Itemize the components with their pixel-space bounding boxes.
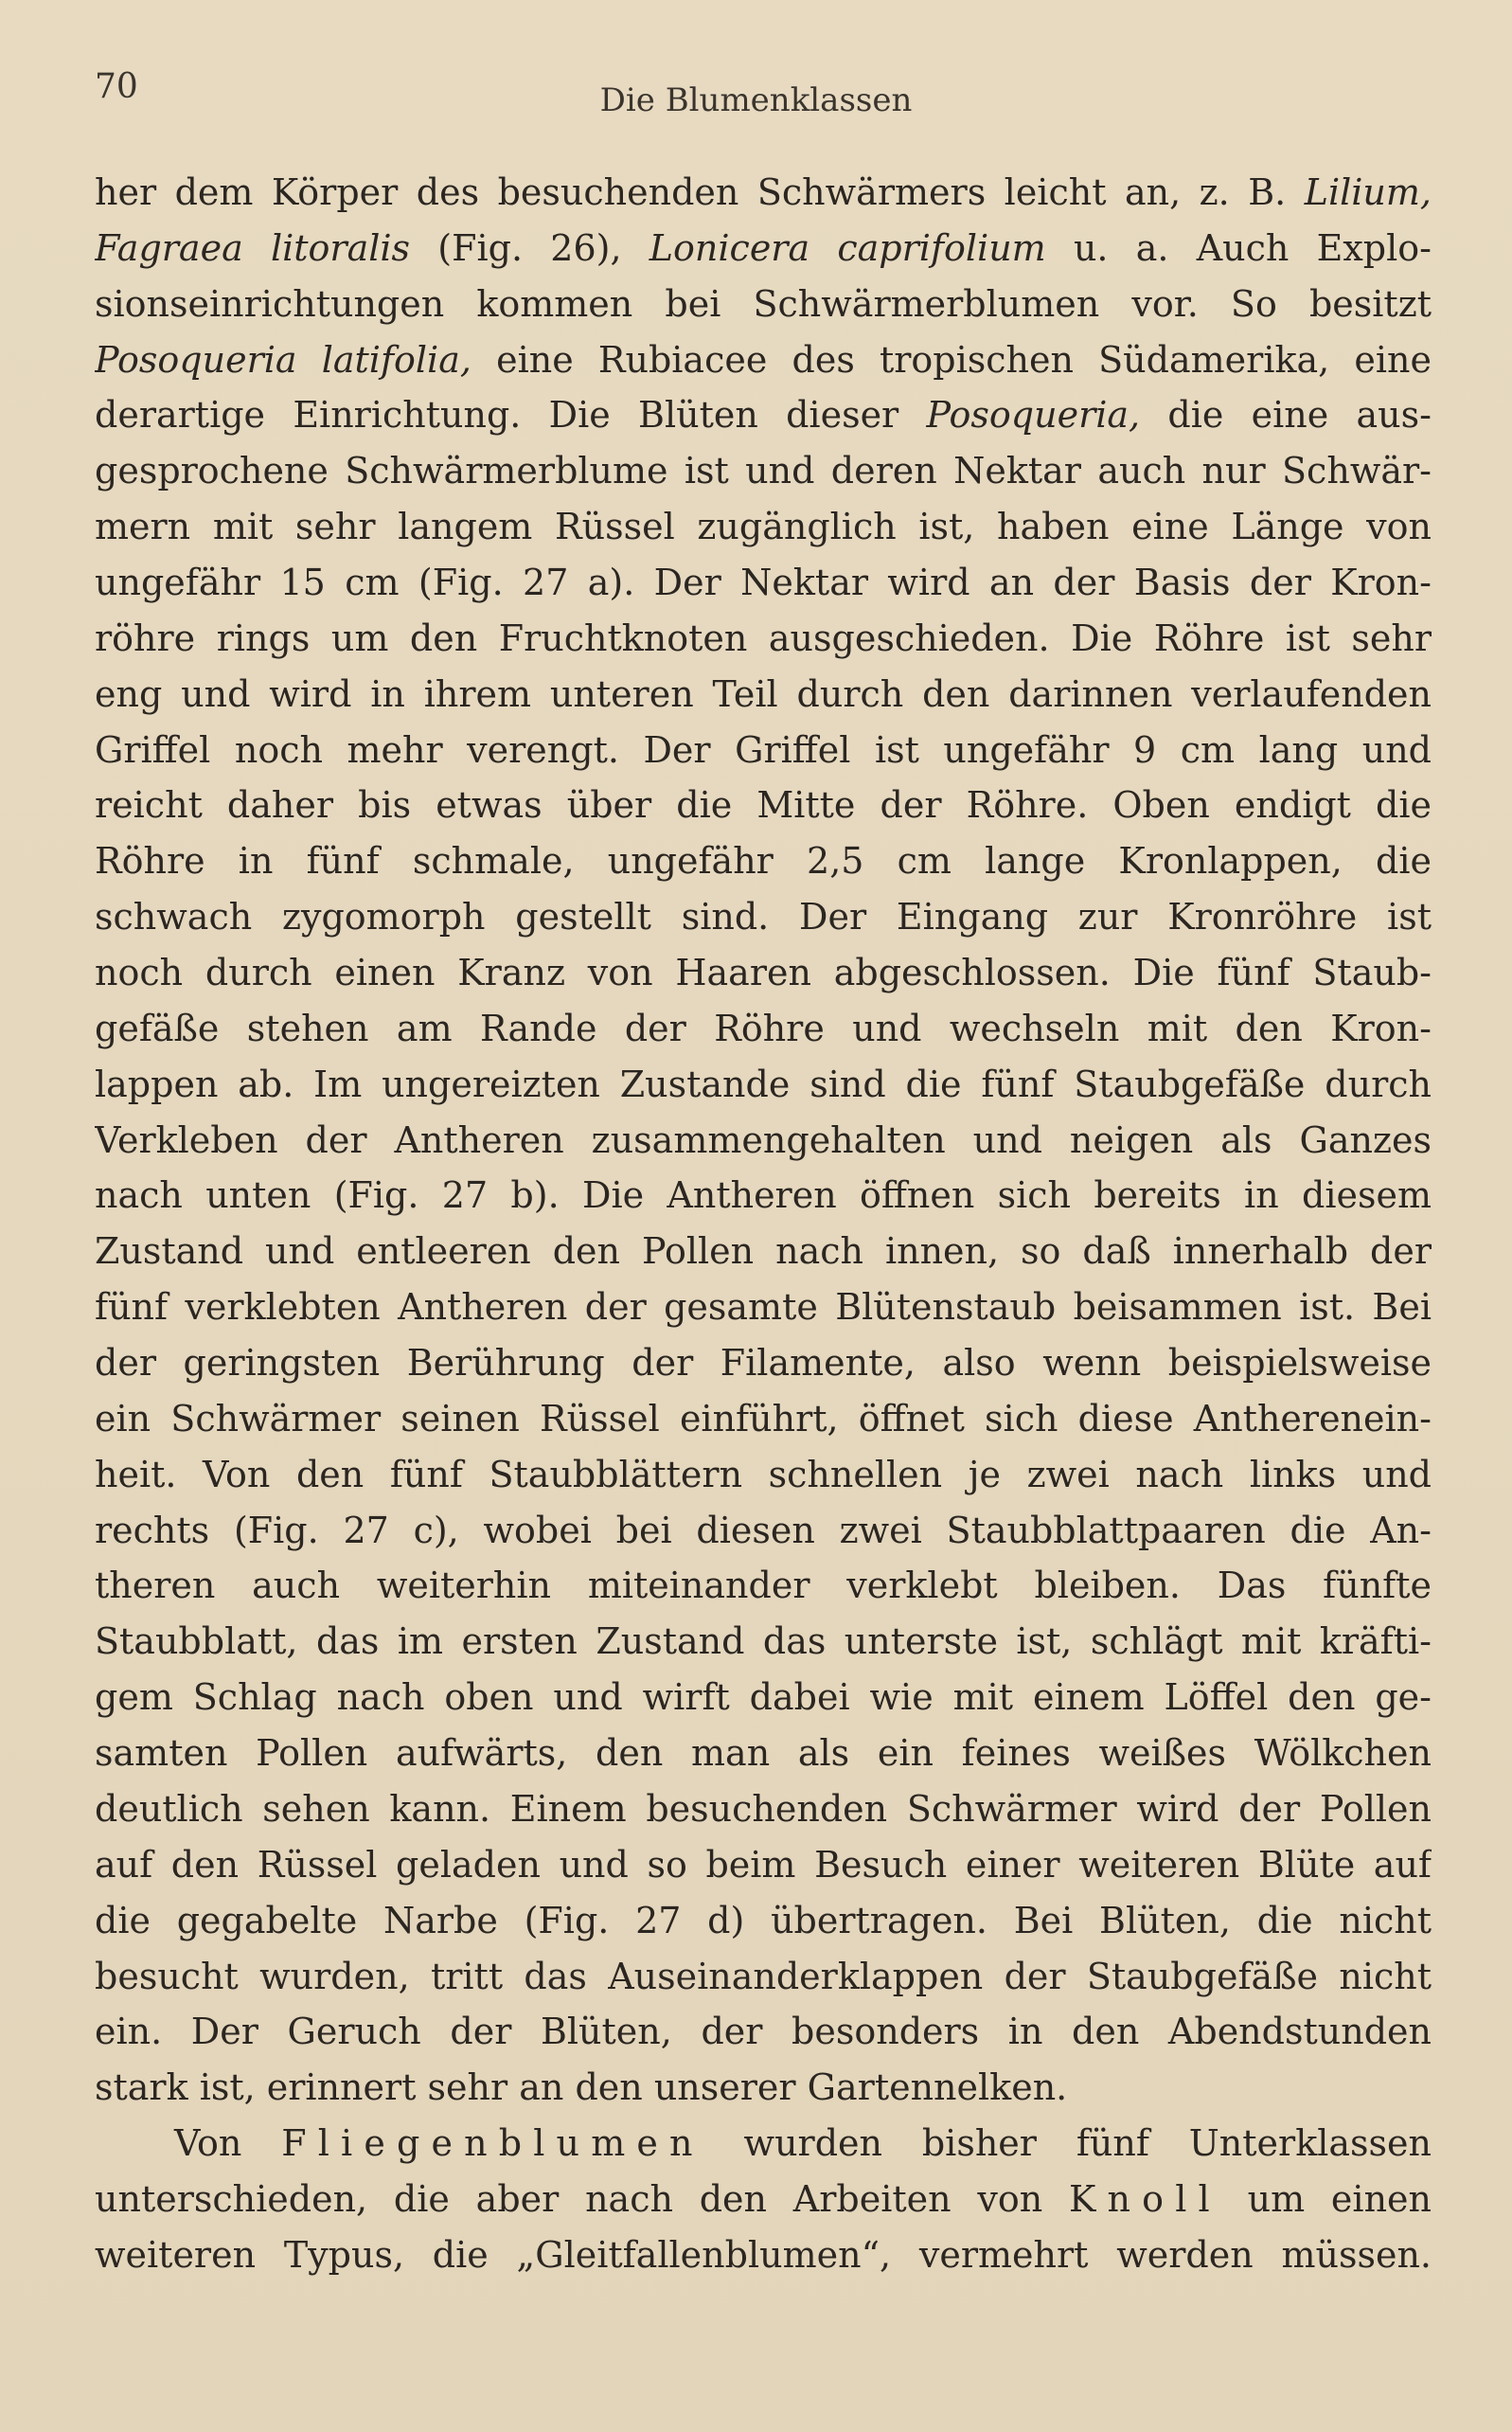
text-line: eng und wird in ihrem unteren Teil durch den darinnen verlaufenden: [95, 672, 1432, 715]
text-line: besucht wurden, tritt das Auseinanderklappen der Staubgefäße nicht: [95, 1955, 1432, 1997]
text-line: ein. Der Geruch der Blüten, der besonders in den Abendstunden: [95, 2011, 1432, 2053]
text-line: die gegabelte Narbe (Fig. 27 d) übertragen. Bei Blüten, die nicht: [95, 1899, 1432, 1941]
text-line: lappen ab. Im ungereizten Zustande sind die fünf Staubgefäße durch: [95, 1063, 1432, 1105]
text-line: ein Schwärmer seinen Rüssel einführt, öffnet sich diese Antherenein-: [95, 1397, 1432, 1440]
text-line: rechts (Fig. 27 c), wobei bei diesen zwei Staubblattpaaren die An-: [95, 1509, 1432, 1551]
text-line: Röhre in fünf schmale, ungefähr 2,5 cm lange Kronlappen, die: [95, 840, 1432, 883]
text-line: nach unten (Fig. 27 b). Die Antheren öffnen sich bereits in diesem: [95, 1174, 1432, 1217]
text-line: schwach zygomorph gestellt sind. Der Eingang zur Kronröhre ist: [95, 896, 1432, 939]
text-line: noch durch einen Kranz von Haaren abgeschlossen. Die fünf Staub-: [95, 952, 1432, 994]
text-line: sionseinrichtungen kommen bei Schwärmerblumen vor. So besitzt: [95, 282, 1432, 325]
text-line: mern mit sehr langem Rüssel zugänglich ist, haben eine Länge von: [95, 506, 1432, 548]
text-line: Staubblatt, das im ersten Zustand das unterste ist, schlägt mit kräfti-: [95, 1620, 1432, 1663]
text-line: Von Fliegenblumen wurden bisher fünf Unterklassen: [174, 2122, 1432, 2165]
running-title: Die Blumenklassen: [599, 81, 913, 119]
text-line: reicht daher bis etwas über die Mitte der Röhre. Oben endigt die: [95, 784, 1432, 827]
text-line: samten Pollen aufwärts, den man als ein feines weißes Wölkchen: [95, 1732, 1432, 1775]
text-line: theren auch weiterhin miteinander verklebt bleiben. Das fünfte: [95, 1565, 1432, 1607]
paragraph-end-line: stark ist, erinnert sehr an den unserer Gartennelken.: [95, 2066, 1068, 2109]
body-text: [95, 165, 1432, 2283]
text-line: unterschieden, die aber nach den Arbeiten von Knoll um einen: [95, 2177, 1432, 2220]
text-line: her dem Körper des besuchenden Schwärmers leicht an, z. B. Lilium,: [95, 171, 1432, 213]
spaced-author: Knoll: [1069, 2177, 1221, 2220]
text-line: weiteren Typus, die „Gleitfallenblumen“, vermehrt werden müssen.: [95, 2233, 1432, 2276]
text-line: Griffel noch mehr verengt. Der Griffel ist ungefähr 9 cm lang und: [95, 728, 1432, 771]
text-line: gefäße stehen am Rande der Röhre und wechseln mit den Kron-: [95, 1007, 1432, 1049]
text-line: auf den Rüssel geladen und so beim Besuch einer weiteren Blüte auf: [95, 1843, 1432, 1886]
page-number: 70: [95, 67, 138, 106]
text-line: deutlich sehen kann. Einem besuchenden Schwärmer wird der Pollen: [95, 1787, 1432, 1830]
text-line: Fagraea litoralis (Fig. 26), Lonicera caprifolium u. a. Auch Explo-: [95, 226, 1432, 269]
spaced-term: Fliegenblumen: [281, 2122, 704, 2165]
text-line: heit. Von den fünf Staubblättern schnellen je zwei nach links und: [95, 1453, 1432, 1495]
text-line: Posoqueria latifolia, eine Rubiacee des tropischen Südamerika, eine: [95, 338, 1432, 381]
text-line: Verkleben der Antheren zusammengehalten und neigen als Ganzes: [95, 1118, 1432, 1161]
text-line: fünf verklebten Antheren der gesamte Blütenstaub beisammen ist. Bei: [95, 1286, 1432, 1329]
text-line: ungefähr 15 cm (Fig. 27 a). Der Nektar wird an der Basis der Kron-: [95, 562, 1432, 604]
text-line: gem Schlag nach oben und wirft dabei wie mit einem Löffel den ge-: [95, 1676, 1432, 1719]
text-line: röhre rings um den Fruchtknoten ausgeschieden. Die Röhre ist sehr: [95, 617, 1432, 659]
text-line: derartige Einrichtung. Die Blüten dieser Posoqueria, die eine aus-: [95, 394, 1432, 437]
text-line: gesprochene Schwärmerblume ist und deren Nektar auch nur Schwär-: [95, 450, 1432, 492]
text-line: Zustand und entleeren den Pollen nach innen, so daß innerhalb der: [95, 1230, 1432, 1273]
text-line: der geringsten Berührung der Filamente, also wenn beispielsweise: [95, 1342, 1432, 1385]
